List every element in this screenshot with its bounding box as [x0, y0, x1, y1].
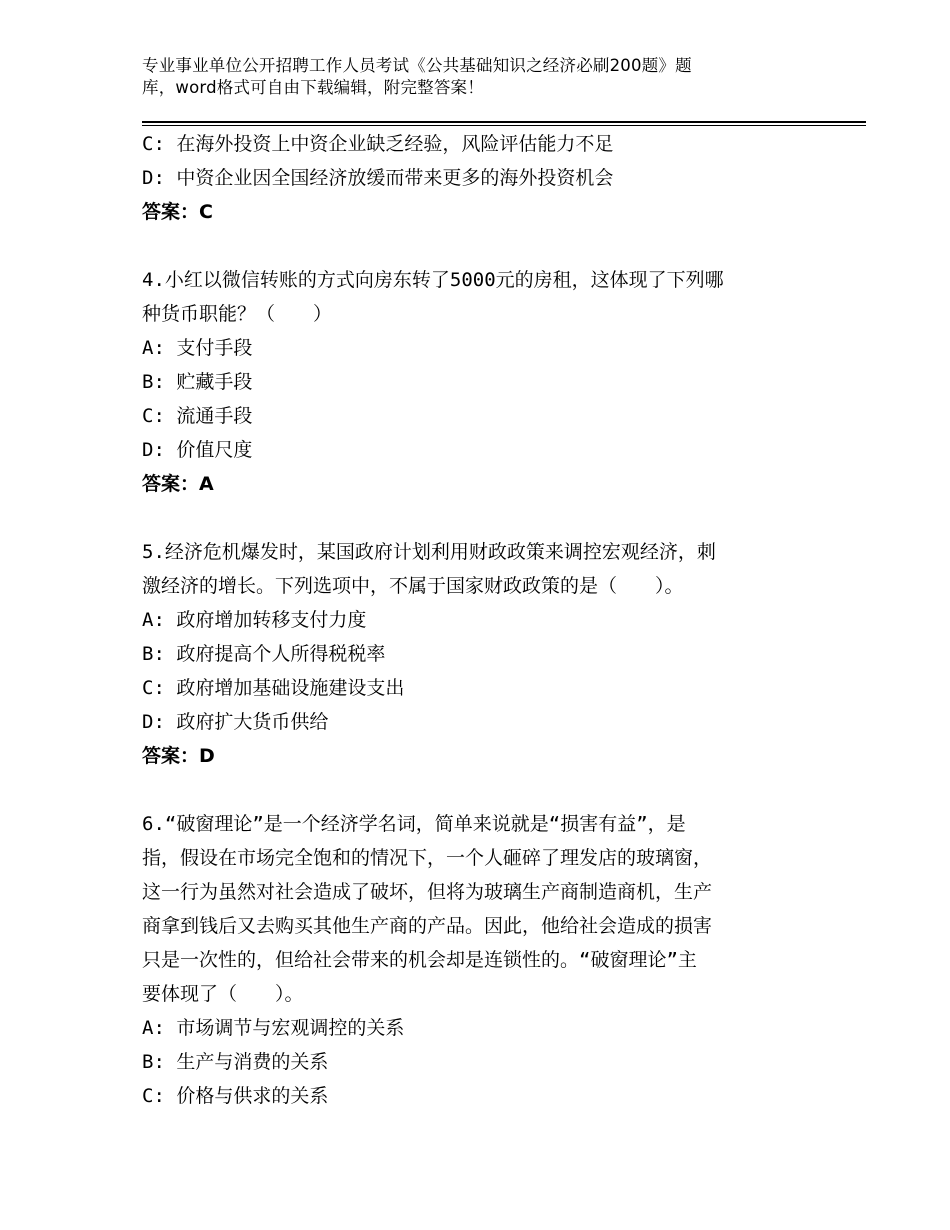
header-divider-thin — [142, 125, 866, 126]
answer-label: 答案：A — [142, 473, 214, 495]
option-c: C: 在海外投资上中资企业缺乏经验，风险评估能力不足 — [142, 133, 614, 155]
option-a: A: 政府增加转移支付力度 — [142, 609, 367, 631]
question-3-continued — [142, 127, 812, 229]
spacer — [142, 773, 812, 807]
page-header — [142, 55, 782, 99]
question-stem-line: 6.“破窗理论”是一个经济学名词，简单来说就是“损害有益”，是 — [142, 813, 686, 835]
option-b: B: 政府提高个人所得税税率 — [142, 643, 386, 665]
spacer — [142, 229, 812, 263]
option-c: C: 流通手段 — [142, 405, 253, 427]
question-6 — [142, 807, 812, 1113]
option-c: C: 政府增加基础设施建设支出 — [142, 677, 405, 699]
question-stem-line: 要体现了（ ）。 — [142, 983, 304, 1005]
option-a: A: 支付手段 — [142, 337, 253, 359]
header-divider-thick — [142, 121, 866, 123]
option-d: D: 中资企业因全国经济放缓而带来更多的海外投资机会 — [142, 167, 614, 189]
option-c: C: 价格与供求的关系 — [142, 1085, 329, 1107]
question-stem-line: 种货币职能？（ ） — [142, 303, 333, 325]
question-5 — [142, 535, 812, 773]
question-stem-line: 5.经济危机爆发时，某国政府计划利用财政政策来调控宏观经济，刺 — [142, 541, 716, 563]
option-d: D: 价值尺度 — [142, 439, 253, 461]
option-b: B: 生产与消费的关系 — [142, 1051, 329, 1073]
header-title-line-2: 库，word格式可自由下载编辑，附完整答案！ — [142, 78, 484, 97]
question-content — [142, 127, 812, 1113]
question-stem-line: 指，假设在市场完全饱和的情况下，一个人砸碎了理发店的玻璃窗， — [142, 847, 713, 869]
question-stem-line: 4.小红以微信转账的方式向房东转了5000元的房租，这体现了下列哪 — [142, 269, 724, 291]
option-a: A: 市场调节与宏观调控的关系 — [142, 1017, 405, 1039]
question-stem-line: 商拿到钱后又去购买其他生产商的产品。因此，他给社会造成的损害 — [142, 915, 713, 937]
answer-label: 答案：C — [142, 201, 213, 223]
question-stem-line: 激经济的增长。下列选项中，不属于国家财政政策的是（ ）。 — [142, 575, 684, 597]
question-stem-line: 这一行为虽然对社会造成了破坏，但将为玻璃生产商制造商机，生产 — [142, 881, 713, 903]
answer-label: 答案：D — [142, 745, 215, 767]
question-4 — [142, 263, 812, 501]
option-b: B: 贮藏手段 — [142, 371, 253, 393]
header-title-line-1: 专业事业单位公开招聘工作人员考试《公共基础知识之经济必刷200题》题 — [142, 56, 692, 75]
spacer — [142, 501, 812, 535]
option-d: D: 政府扩大货币供给 — [142, 711, 329, 733]
question-stem-line: 只是一次性的，但给社会带来的机会却是连锁性的。“破窗理论”主 — [142, 949, 697, 971]
